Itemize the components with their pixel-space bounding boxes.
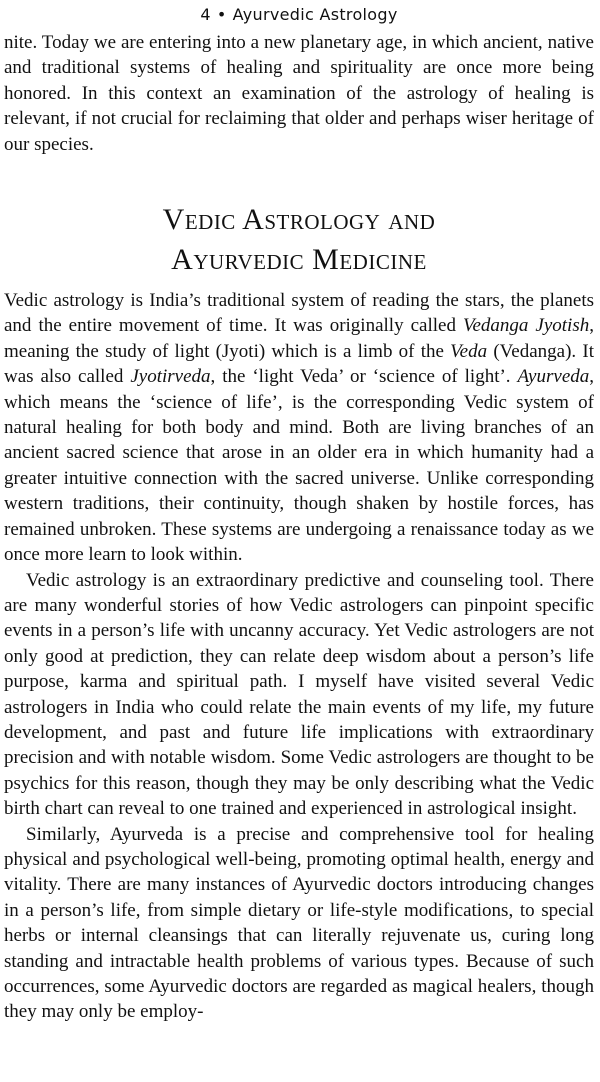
- header-separator: •: [216, 5, 227, 24]
- term-vedanga-jyotish: Vedanga Jyotish: [462, 315, 590, 337]
- paragraph-predictive-tool: Vedic astrology is an extraordinary predictive and counseling tool. There are many wonderful stories of how Vedic astrologers can pinpoint specific events in a person’s life with uncanny accuracy. Yet Vedic astrologers are not only good at prediction, they can relate deep wisdom about a person’s life purpose, karma and spiritual path. I myself have visited several Vedic astrologers in India who could relate the main events of my life, my future development, and past and future life implications with extraordinary precision and with notable wisdom. Some Vedic astrologers are thought to be psychics for this reason, though they may be only describing what the Vedic birth chart can reveal to one trained and experienced in astrological insight.: [4, 569, 594, 820]
- paragraph-vedic-astrology-intro: [4, 288, 594, 567]
- section-heading-line-2: Ayurvedic Medicine: [171, 243, 427, 277]
- text-run: , the ‘light Veda’ or ‘science of light’.: [210, 366, 518, 388]
- text-run: Vedic astrology is India’s traditional system of reading the stars, the planets and the entire movement of time. It was originally called: [4, 290, 594, 337]
- running-title: Ayurvedic Astrology: [232, 5, 398, 24]
- term-jyotirveda: Jyotirveda: [130, 366, 211, 388]
- running-header: [4, 0, 594, 30]
- section-heading-line-1: Vedic Astrology and: [162, 203, 436, 237]
- term-veda: Veda: [450, 340, 488, 362]
- text-run: , which means the ‘science of life’, is the corresponding Vedic system of natural healing for both body and mind. Both are living branches of an ancient sacred science that arose in an older era in which humanity had a greater intuitive connection with the sacred universe. Unlike corresponding western traditions, their continuity, though shaken by hostile forces, has remained unbroken. These systems are undergoing a renaissance today as we once more learn to look within.: [4, 366, 595, 566]
- intro-paragraph: nite. Today we are entering into a new planetary age, in which ancient, native and traditional systems of healing and spirituality are once more being honored. In this context an examination of the astrology of healing is relevant, if not crucial for reclaiming that older and perhaps wiser heritage of our species.: [4, 32, 594, 155]
- text-run: (Vedanga). It was also called: [4, 340, 594, 388]
- text-run: , meaning the study of light (Jyoti) which is a limb of the: [4, 315, 594, 362]
- paragraph-ayurveda-tool: Similarly, Ayurveda is a precise and comprehensive tool for healing physical and psychological well-being, promoting optimal health, energy and vitality. There are many instances of Ayurvedic doctors introducing changes in a person’s life, from simple dietary or life-style modifications, to special herbs or internal cleansings that can literally rejuvenate us, curing long standing and intractable health problems of various types. Because of such occurrences, some Ayurvedic doctors are regarded as magical healers, though they may only be employ-: [4, 823, 594, 1023]
- term-ayurveda: Ayurveda: [517, 366, 590, 388]
- page-number: 4: [200, 5, 211, 24]
- section-heading: [4, 157, 594, 288]
